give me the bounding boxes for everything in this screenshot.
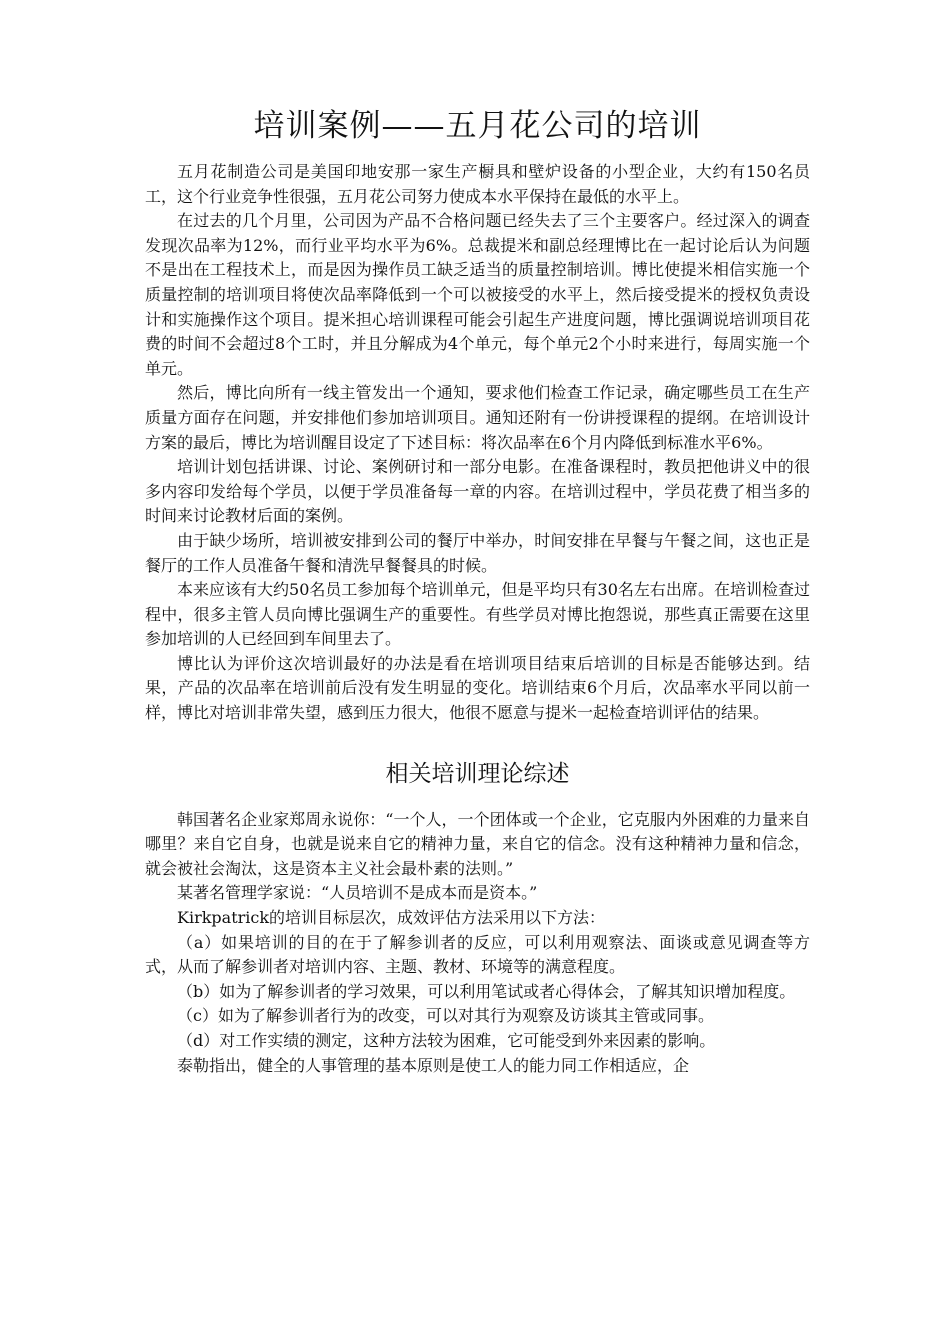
theory-paragraph: （c）如为了解参训者行为的改变，可以对其行为观察及访谈其主管或同事。: [177, 1006, 714, 1026]
document-title: 培训案例——五月花公司的培训: [253, 108, 702, 144]
theory-paragraph: Kirkpatrick的培训目标层次，成效评估方法采用以下方法：: [177, 908, 606, 928]
section-title: 相关培训理论综述: [385, 760, 570, 787]
theory-paragraph: 某著名管理学家说：“人员培训不是成本而是资本。”: [177, 883, 538, 903]
case-paragraph: 然后，博比向所有一线主管发出一个通知，要求他们检查工作记录，确定哪些员工在生产质量方面存在问题，并安排他们参加培训项目。通知还附有一份讲授课程的提纲。在培训设计方案的最后，博比为培训醒目设定了下述目标：将次品率在6个月内降低到标准水平6%。: [145, 383, 810, 452]
case-paragraph: 本来应该有大约50名员工参加每个培训单元，但是平均只有30名左右出席。在培训检查过程中，很多主管人员向博比强调生产的重要性。有些学员对博比抱怨说，那些真正需要在这里参加培训的人已经回到车间里去了。: [145, 580, 810, 649]
document-body: [145, 98, 810, 1078]
case-paragraph: 博比认为评价这次培训最好的办法是看在培训项目结束后培训的目标是否能够达到。结果，产品的次品率在培训前后没有发生明显的变化。培训结束6个月后，次品率水平同以前一样，博比对培训非常失望，感到压力很大，他很不愿意与提米一起检查培训评估的结果。: [145, 653, 810, 723]
theory-paragraph: （b）如为了解参训者的学习效果，可以利用笔试或者心得体会，了解其知识增加程度。: [177, 981, 796, 1001]
case-paragraph: 由于缺少场所，培训被安排到公司的餐厅中举办，时间安排在早餐与午餐之间，这也正是餐厅的工作人员准备午餐和清洗早餐餐具的时候。: [145, 530, 810, 575]
case-paragraph: 在过去的几个月里，公司因为产品不合格问题已经失去了三个主要客户。经过深入的调查发现次品率为12%，而行业平均水平为6%。总裁提米和副总经理博比在一起讨论后认为问题不是出在工程技术上，而是因为操作员工缺乏适当的质量控制培训。博比使提米相信实施一个质量控制的培训项目将使次品率降低到一个可以被接受的水平上，然后接受提米的授权负责设计和实施操作这个项目。提米担心培训课程可能会引起生产进度问题，博比强调说培训项目花费的时间不会超过8个工时，并且分解成为4个单元，每个单元2个小时来进行，每周实施一个单元。: [145, 211, 810, 378]
theory-paragraph: 韩国著名企业家郑周永说你：“一个人，一个团体或一个企业，它克服内外困难的力量来自哪里？来自它自身，也就是说来自它的精神力量，来自它的信念。没有这种精神力量和信念，就会被社会淘汰，这是资本主义社会最朴素的法则。”: [145, 809, 810, 878]
case-paragraph: 五月花制造公司是美国印地安那一家生产橱具和壁炉设备的小型企业，大约有150名员工，这个行业竞争性很强，五月花公司努力使成本水平保持在最低的水平上。: [145, 162, 810, 206]
theory-paragraph: 泰勒指出，健全的人事管理的基本原则是使工人的能力同工作相适应，企: [177, 1055, 690, 1075]
theory-paragraph: （d）对工作实绩的测定，这种方法较为困难，它可能受到外来因素的影响。: [177, 1031, 716, 1050]
theory-paragraph: （a）如果培训的目的在于了解参训者的反应，可以利用观察法、面谈或意见调查等方式，从而了解参训者对培训内容、主题、教材、环境等的满意程度。: [145, 932, 810, 977]
case-paragraph: 培训计划包括讲课、讨论、案例研讨和一部分电影。在准备课程时，教员把他讲义中的很多内容印发给每个学员，以便于学员准备每一章的内容。在培训过程中，学员花费了相当多的时间来讨论教材后面的案例。: [145, 457, 810, 526]
